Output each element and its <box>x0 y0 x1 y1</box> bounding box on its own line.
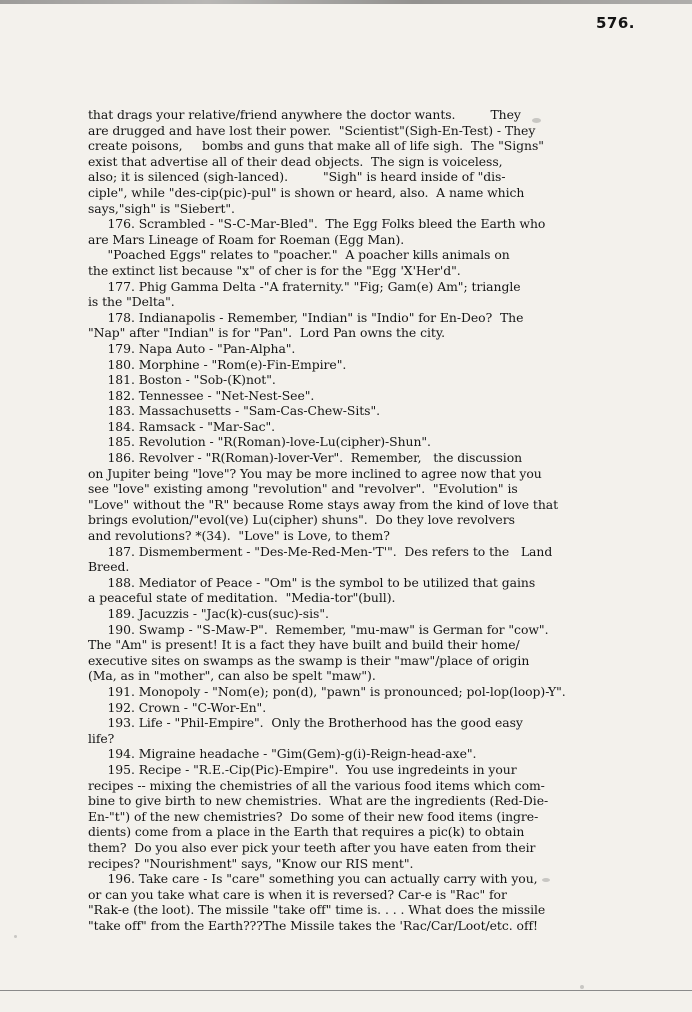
text-line: 192. Crown - "C-Wor-En". <box>88 699 267 715</box>
scan-speck <box>542 878 550 882</box>
text-line: see "love" existing among "revolution" and "revolver". "Evolution" is <box>88 481 518 497</box>
text-line: 190. Swamp - "S-Maw-P". Remember, "mu-maw" is German for "cow". <box>88 621 549 637</box>
scan-speck <box>580 985 584 989</box>
text-line: is the "Delta". <box>88 294 175 310</box>
text-line: 196. Take care - Is "care" something you can actually carry with you, <box>88 871 538 887</box>
document-body-text <box>88 107 678 933</box>
text-line: "Poached Eggs" relates to "poacher." A poacher kills animals on <box>88 247 510 263</box>
text-line: En-"t") of the new chemistries? Do some of their new food items (ingre- <box>88 808 539 824</box>
text-line: "take off" from the Earth???The Missile takes the 'Rac/Car/Loot/etc. off! <box>88 917 538 933</box>
text-line: that drags your relative/friend anywhere the doctor wants. They <box>88 107 521 122</box>
text-line: executive sites on swamps as the swamp is their "maw"/place of origin <box>88 652 530 668</box>
text-line: "Rak-e (the loot). The missile "take off" time is. . . . What does the missile <box>88 902 546 918</box>
text-line: also; it is silenced (sigh-lanced). "Sigh" is heard inside of "dis- <box>88 169 506 185</box>
text-line: 194. Migraine headache - "Gim(Gem)-g(i)-Reign-head-axe". <box>88 746 477 762</box>
text-line: 195. Recipe - "R.E.-Cip(Pic)-Empire". You use ingredeints in your <box>88 761 517 777</box>
text-line: 178. Indianapolis - Remember, "Indian" is "Indio" for En-Deo? The <box>88 309 524 325</box>
text-line: Breed. <box>88 559 130 575</box>
text-line: are drugged and have lost their power. "Scientist"(Sigh-En-Test) - They <box>88 122 536 138</box>
text-line: life? <box>88 730 115 746</box>
text-line: 184. Ramsack - "Mar-Sac". <box>88 418 276 434</box>
text-line: on Jupiter being "love"? You may be more inclined to agree now that you <box>88 465 542 481</box>
text-line: 179. Napa Auto - "Pan-Alpha". <box>88 340 296 356</box>
text-line: 183. Massachusetts - "Sam-Cas-Chew-Sits". <box>88 403 381 419</box>
text-line: and revolutions? *(34). "Love" is Love, to them? <box>88 528 390 544</box>
text-line: create poisons, bombs and guns that make all of life sigh. The "Signs" <box>88 138 544 154</box>
text-line: "Love" without the "R" because Rome stays away from the kind of love that <box>88 496 559 512</box>
text-line: "Nap" after "Indian" is for "Pan". Lord Pan owns the city. <box>88 325 446 341</box>
text-line: bine to give birth to new chemistries. What are the ingredients (Red-Die- <box>88 793 549 809</box>
text-line: 186. Revolver - "R(Roman)-lover-Ver". Remember, the discussion <box>88 450 523 466</box>
text-line: 180. Morphine - "Rom(e)-Fin-Empire". <box>88 356 347 372</box>
text-line: 177. Phig Gamma Delta -"A fraternity." "Fig; Gam(e) Am"; triangle <box>88 278 521 294</box>
text-line: the extinct list because "x" of cher is for the "Egg 'X'Her'd". <box>88 262 461 278</box>
text-line: 189. Jacuzzis - "Jac(k)-cus(suc)-sis". <box>88 606 329 621</box>
scan-speck <box>231 143 239 148</box>
scan-speck <box>532 118 541 123</box>
text-line: or can you take what care is when it is reversed? Car-e is "Rac" for <box>88 886 507 902</box>
text-line: 176. Scrambled - "S-C-Mar-Bled". The Egg Folks bleed the Earth who <box>88 216 546 232</box>
text-line: ciple", while "des-cip(pic)-pul" is shown or heard, also. A name which <box>88 184 525 200</box>
text-line: brings evolution/"evol(ve) Lu(cipher) shuns". Do they love revolvers <box>88 512 515 528</box>
text-line: them? Do you also ever pick your teeth after you have eaten from their <box>88 839 536 855</box>
text-line: 193. Life - "Phil-Empire". Only the Brotherhood has the good easy <box>88 715 523 731</box>
scan-speck <box>14 935 17 938</box>
text-line: dients) come from a place in the Earth that requires a pic(k) to obtain <box>88 824 525 840</box>
text-line: says,"sigh" is "Siebert". <box>88 200 235 216</box>
text-line: recipes? "Nourishment" says, "Know our RIS ment". <box>88 855 414 871</box>
text-line: exist that advertise all of their dead objects. The sign is voiceless, <box>88 153 503 169</box>
text-line: 182. Tennessee - "Net-Nest-See". <box>88 387 315 403</box>
text-line: are Mars Lineage of Roam for Roeman (Egg Man). <box>88 231 405 247</box>
text-line: 185. Revolution - "R(Roman)-love-Lu(cipher)-Shun". <box>88 434 431 450</box>
page-number: 576. <box>596 14 636 32</box>
scanned-top-edge <box>0 0 692 4</box>
text-line: recipes -- mixing the chemistries of all the various food items which com- <box>88 777 545 793</box>
bottom-rule <box>0 990 692 991</box>
text-line: (Ma, as in "mother", can also be spelt "maw"). <box>88 668 376 684</box>
text-line: a peaceful state of meditation. "Media-tor"(bull). <box>88 590 396 606</box>
text-line: 181. Boston - "Sob-(K)not". <box>88 372 276 388</box>
text-line: 191. Monopoly - "Nom(e); pon(d), "pawn" is pronounced; pol-lop(loop)-Y". <box>88 683 566 699</box>
text-line: 187. Dismemberment - "Des-Me-Red-Men-'T'". Des refers to the Land <box>88 543 553 559</box>
text-line: The "Am" is present! It is a fact they have built and build their home/ <box>88 637 520 653</box>
text-line: 188. Mediator of Peace - "Om" is the symbol to be utilized that gains <box>88 574 536 590</box>
